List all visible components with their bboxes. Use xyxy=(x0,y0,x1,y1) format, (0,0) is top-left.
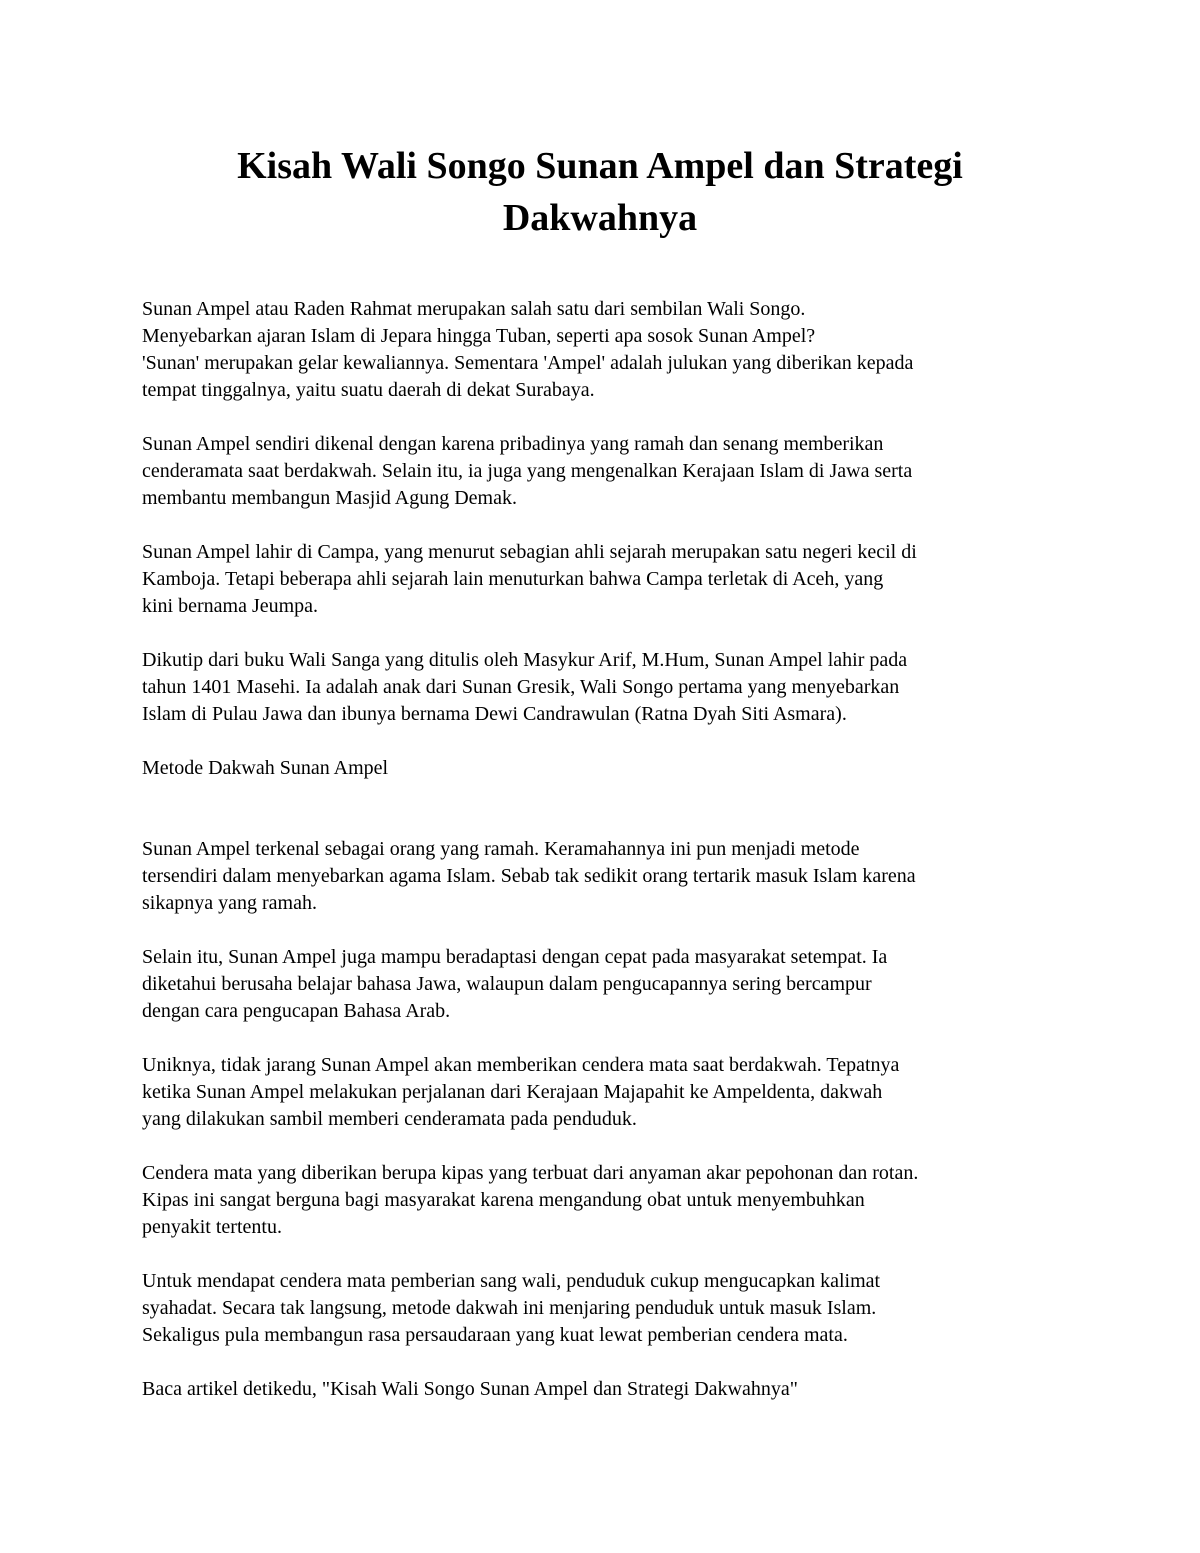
document-body xyxy=(142,296,1072,1430)
document-title xyxy=(140,140,1060,244)
text-line: Menyebarkan ajaran Islam di Jepara hingga Tuban, seperti apa sosok Sunan Ampel? xyxy=(142,325,816,347)
text-line: 'Sunan' merupakan gelar kewaliannya. Sementara 'Ampel' adalah julukan yang diberikan kepada xyxy=(142,352,914,374)
section-heading xyxy=(142,755,1072,836)
text-line: Sunan Ampel atau Raden Rahmat merupakan salah satu dari sembilan Wali Songo. xyxy=(142,298,806,320)
section-heading-text: Metode Dakwah Sunan Ampel xyxy=(142,757,389,779)
source-note xyxy=(142,1376,1072,1403)
text-line: kini bernama Jeumpa. xyxy=(142,595,319,617)
text-line: Sunan Ampel lahir di Campa, yang menurut sebagian ahli sejarah merupakan satu negeri kecil di xyxy=(142,541,917,563)
text-line: Untuk mendapat cendera mata pemberian sang wali, penduduk cukup mengucapkan kalimat xyxy=(142,1270,881,1292)
text-line: tersendiri dalam menyebarkan agama Islam. Sebab tak sedikit orang tertarik masuk Islam karena xyxy=(142,865,916,887)
text-line: sikapnya yang ramah. xyxy=(142,892,317,914)
source-line: Baca artikel detikedu, "Kisah Wali Songo Sunan Ampel dan Strategi Dakwahnya" xyxy=(142,1378,798,1400)
paragraph xyxy=(142,1052,1072,1133)
paragraph xyxy=(142,944,1072,1025)
text-line: Kipas ini sangat berguna bagi masyarakat karena mengandung obat untuk menyembuhkan xyxy=(142,1189,865,1211)
text-line: diketahui berusaha belajar bahasa Jawa, walaupun dalam pengucapannya sering bercampur xyxy=(142,973,872,995)
text-line: cenderamata saat berdakwah. Selain itu, ia juga yang mengenalkan Kerajaan Islam di Jawa serta xyxy=(142,460,913,482)
text-line: Sekaligus pula membangun rasa persaudaraan yang kuat lewat pemberian cendera mata. xyxy=(142,1324,848,1346)
text-line: membantu membangun Masjid Agung Demak. xyxy=(142,487,517,509)
text-line: Sunan Ampel sendiri dikenal dengan karena pribadinya yang ramah dan senang memberikan xyxy=(142,433,884,455)
title-line: Dakwahnya xyxy=(502,197,698,239)
paragraph xyxy=(142,836,1072,917)
text-line: Kamboja. Tetapi beberapa ahli sejarah lain menuturkan bahwa Campa terletak di Aceh, yang xyxy=(142,568,884,590)
text-line: Sunan Ampel terkenal sebagai orang yang ramah. Keramahannya ini pun menjadi metode xyxy=(142,838,860,860)
paragraph xyxy=(142,647,1072,728)
text-line: dengan cara pengucapan Bahasa Arab. xyxy=(142,1000,451,1022)
text-line: Islam di Pulau Jawa dan ibunya bernama Dewi Candrawulan (Ratna Dyah Siti Asmara). xyxy=(142,703,847,725)
text-line: tahun 1401 Masehi. Ia adalah anak dari Sunan Gresik, Wali Songo pertama yang menyebarkan xyxy=(142,676,900,698)
paragraph xyxy=(142,539,1072,620)
text-line: yang dilakukan sambil memberi cenderamata pada penduduk. xyxy=(142,1108,637,1130)
text-line: Selain itu, Sunan Ampel juga mampu beradaptasi dengan cepat pada masyarakat setempat. Ia xyxy=(142,946,888,968)
title-line: Kisah Wali Songo Sunan Ampel dan Strategi xyxy=(237,145,963,187)
paragraph xyxy=(142,296,1072,404)
paragraph xyxy=(142,1268,1072,1349)
paragraph xyxy=(142,431,1072,512)
text-line: Dikutip dari buku Wali Sanga yang ditulis oleh Masykur Arif, M.Hum, Sunan Ampel lahir pada xyxy=(142,649,908,671)
text-line: Cendera mata yang diberikan berupa kipas yang terbuat dari anyaman akar pepohonan dan rotan. xyxy=(142,1162,919,1184)
text-line: tempat tinggalnya, yaitu suatu daerah di dekat Surabaya. xyxy=(142,379,595,401)
text-line: Uniknya, tidak jarang Sunan Ampel akan memberikan cendera mata saat berdakwah. Tepatnya xyxy=(142,1054,900,1076)
text-line: penyakit tertentu. xyxy=(142,1216,282,1238)
text-line: syahadat. Secara tak langsung, metode dakwah ini menjaring penduduk untuk masuk Islam. xyxy=(142,1297,877,1319)
paragraph xyxy=(142,1160,1072,1241)
text-line: ketika Sunan Ampel melakukan perjalanan dari Kerajaan Majapahit ke Ampeldenta, dakwah xyxy=(142,1081,883,1103)
